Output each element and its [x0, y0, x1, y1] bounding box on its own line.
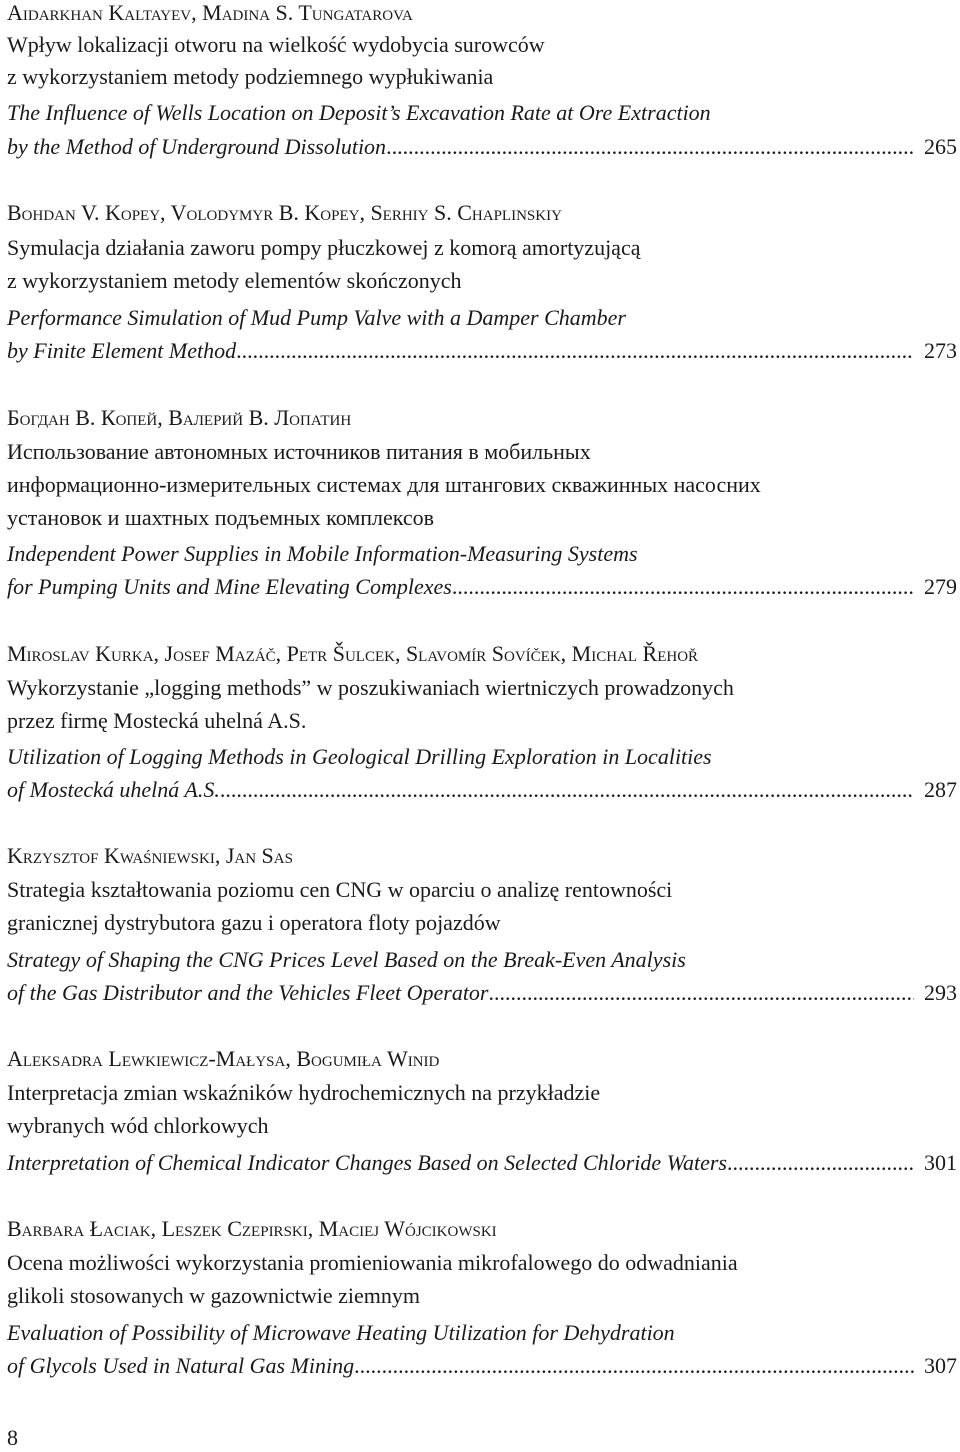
entry-polish-title-line: Symulacja działania zaworu pompy płuczkowej z komorą amortyzującą: [7, 235, 641, 260]
entry-polish-title-line: z wykorzystaniem metody podziemnego wypłukiwania: [7, 64, 494, 89]
dot-leader: [354, 1352, 914, 1380]
dot-leader: [386, 133, 914, 161]
entry-english-title-last-line: [7, 979, 957, 1007]
dot-leader: [727, 1149, 914, 1177]
entry-authors: Aidarkhan Kaltayev, Madina S. Tungatarova: [7, 0, 413, 25]
dot-leader: [220, 776, 914, 804]
entry-english-title-line: The Influence of Wells Location on Deposit’s Excavation Rate at Ore Extraction: [7, 100, 711, 125]
entry-polish-title-line: granicznej dystrybutora gazu i operatora floty pojazdów: [7, 910, 501, 935]
entry-english-title-line: Interpretation of Chemical Indicator Changes Based on Selected Chloride Waters: [7, 1150, 727, 1175]
entry-english-title-line: of Glycols Used in Natural Gas Mining: [7, 1353, 355, 1378]
table-of-contents-page: [7, 0, 957, 1451]
entry-page-number: 293: [924, 980, 957, 1005]
entry-english-title-line: Utilization of Logging Methods in Geological Drilling Exploration in Localities: [7, 744, 712, 769]
entry-english-title-line: of Mostecká uhelná A.S.: [7, 777, 220, 802]
dot-leader: [489, 979, 915, 1007]
entry-authors: Miroslav Kurka, Josef Mazáč, Petr Šulcek, Slavomír Sovíček, Michal Řehoř: [7, 641, 699, 666]
dot-leader: [452, 573, 914, 601]
entry-authors: Barbara Łaciak, Leszek Czepirski, Maciej Wójcikowski: [7, 1216, 497, 1241]
entry-polish-title-line: Ocena możliwości wykorzystania promieniowania mikrofalowego do odwadniania: [7, 1250, 738, 1275]
entry-english-title-line: by the Method of Underground Dissolution: [7, 134, 387, 159]
entry-page-number: 279: [924, 574, 957, 599]
entry-english-title-last-line: [7, 776, 957, 804]
entry-polish-title-line: Strategia kształtowania poziomu cen CNG w oparciu o analizę rentowności: [7, 877, 673, 902]
dot-leader: [236, 337, 914, 365]
entry-english-title-line: of the Gas Distributor and the Vehicles Fleet Operator: [7, 980, 489, 1005]
entry-polish-title-line: Wpływ lokalizacji otworu na wielkość wydobycia surowców: [7, 32, 545, 57]
entry-english-title-line: Independent Power Supplies in Mobile Information-Measuring Systems: [7, 541, 638, 566]
entry-english-title-last-line: [7, 1149, 957, 1177]
entry-english-title-line: by Finite Element Method: [7, 338, 237, 363]
entry-polish-title-line: Wykorzystanie „logging methods” w poszukiwaniach wiertniczych prowadzonych: [7, 675, 734, 700]
entry-russian-title-line: установок и шахтных подъемных комплексов: [7, 505, 435, 530]
entry-authors: Aleksadra Lewkiewicz-Małysa, Bogumiła Winid: [7, 1046, 440, 1071]
entry-polish-title-line: glikoli stosowanych w gazownictwie ziemnym: [7, 1283, 421, 1308]
entry-english-title-last-line: [7, 1352, 957, 1380]
entry-english-title-last-line: [7, 337, 957, 365]
entry-english-title-line: Evaluation of Possibility of Microwave Heating Utilization for Dehydration: [7, 1320, 675, 1345]
entry-authors: Krzysztof Kwaśniewski, Jan Sas: [7, 843, 293, 868]
entry-english-title-last-line: [7, 133, 957, 161]
entry-page-number: 273: [924, 338, 957, 363]
entry-english-title-line: for Pumping Units and Mine Elevating Complexes: [7, 574, 452, 599]
entry-polish-title-line: Interpretacja zmian wskaźników hydrochemicznych na przykładzie: [7, 1080, 601, 1105]
entry-page-number: 265: [924, 134, 957, 159]
entry-polish-title-line: z wykorzystaniem metody elementów skończonych: [7, 268, 462, 293]
entry-authors: Bohdan V. Kopey, Volodymyr B. Kopey, Serhiy S. Chaplinskiy: [7, 200, 562, 225]
entry-russian-title-line: информационно-измерительных системах для штангових скважинных насосних: [7, 472, 761, 497]
entry-english-title-line: Performance Simulation of Mud Pump Valve with a Damper Chamber: [7, 305, 626, 330]
entry-polish-title-line: przez firmę Mostecká uhelná A.S.: [7, 708, 307, 733]
entry-authors: Богдан В. Копей, Валерий В. Лопатин: [7, 405, 352, 430]
entry-page-number: 301: [924, 1150, 957, 1175]
entry-english-title-last-line: [7, 573, 957, 601]
entry-english-title-line: Strategy of Shaping the CNG Prices Level Based on the Break-Even Analysis: [7, 947, 686, 972]
entry-page-number: 287: [924, 777, 957, 802]
entry-russian-title-line: Использование автономных источников питания в мобильных: [7, 439, 591, 464]
page-number: 8: [7, 1425, 18, 1450]
entry-page-number: 307: [924, 1353, 957, 1378]
entry-polish-title-line: wybranych wód chlorkowych: [7, 1113, 269, 1138]
